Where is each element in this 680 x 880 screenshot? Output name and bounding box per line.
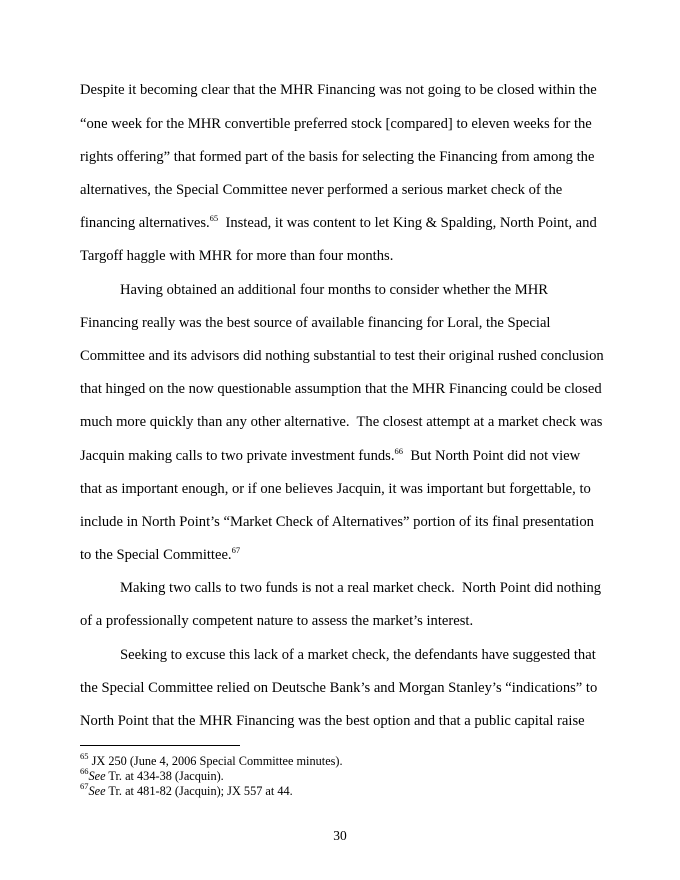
page-number: 30 <box>333 828 347 843</box>
footnote: $^{66}$See Tr. at 434-38 (Jacquin). <box>80 766 224 783</box>
footnote: $^{67}$See Tr. at 481-82 (Jacquin); JX 557 at 44. <box>80 781 293 798</box>
footnote-number: 65 <box>80 751 89 761</box>
body-line: Targoff haggle with MHR for more than four months. <box>80 248 394 264</box>
body-line: financing alternatives.$^{65}$ Instead, it was content to let King & Spalding, North Point, and <box>80 213 597 231</box>
footnote-divider <box>80 745 240 746</box>
body-line: much more quickly than any other alternative. The closest attempt at a market check was <box>80 414 603 430</box>
footnote-ref[interactable]: 65 <box>209 213 219 223</box>
body-line: Despite it becoming clear that the MHR Financing was not going to be closed within the <box>80 82 597 98</box>
footnote-number: 66 <box>80 766 89 776</box>
body-line: “one week for the MHR convertible preferred stock [compared] to eleven weeks for the <box>80 116 592 132</box>
body-line: Having obtained an additional four months to consider whether the MHR <box>120 282 548 298</box>
body-line: the Special Committee relied on Deutsche Bank’s and Morgan Stanley’s “indications” to <box>80 680 598 696</box>
body-line: Making two calls to two funds is not a real market check. North Point did nothing <box>120 580 602 596</box>
body-line: that hinged on the now questionable assumption that the MHR Financing could be closed <box>80 381 602 397</box>
body-line: of a professionally competent nature to assess the market’s interest. <box>80 613 474 629</box>
body-line: rights offering” that formed part of the basis for selecting the Financing from among the <box>80 149 595 165</box>
body-line: Financing really was the best source of available financing for Loral, the Special <box>80 315 551 331</box>
body-line: include in North Point’s “Market Check of Alternatives” portion of its final presentation <box>80 514 594 530</box>
body-line: that as important enough, or if one believes Jacquin, it was important but forgettable, to <box>80 481 591 497</box>
body-line: Seeking to excuse this lack of a market check, the defendants have suggested that <box>120 647 596 663</box>
body-line: North Point that the MHR Financing was the best option and that a public capital raise <box>80 713 585 729</box>
body-line: alternatives, the Special Committee never performed a serious market check of the <box>80 182 563 198</box>
footnote-ref[interactable]: 66 <box>394 446 404 456</box>
footnote: $^{65}$ JX 250 (June 4, 2006 Special Committee minutes). <box>80 751 343 768</box>
body-line: Jacquin making calls to two private investment funds.$^{66}$ But North Point did not view <box>80 446 581 464</box>
footnote-ref[interactable]: 67 <box>231 545 241 555</box>
body-line: to the Special Committee.$^{67}$ <box>80 545 241 563</box>
body-line: Committee and its advisors did nothing substantial to test their original rushed conclusion <box>80 348 604 364</box>
footnote-number: 67 <box>80 781 89 791</box>
